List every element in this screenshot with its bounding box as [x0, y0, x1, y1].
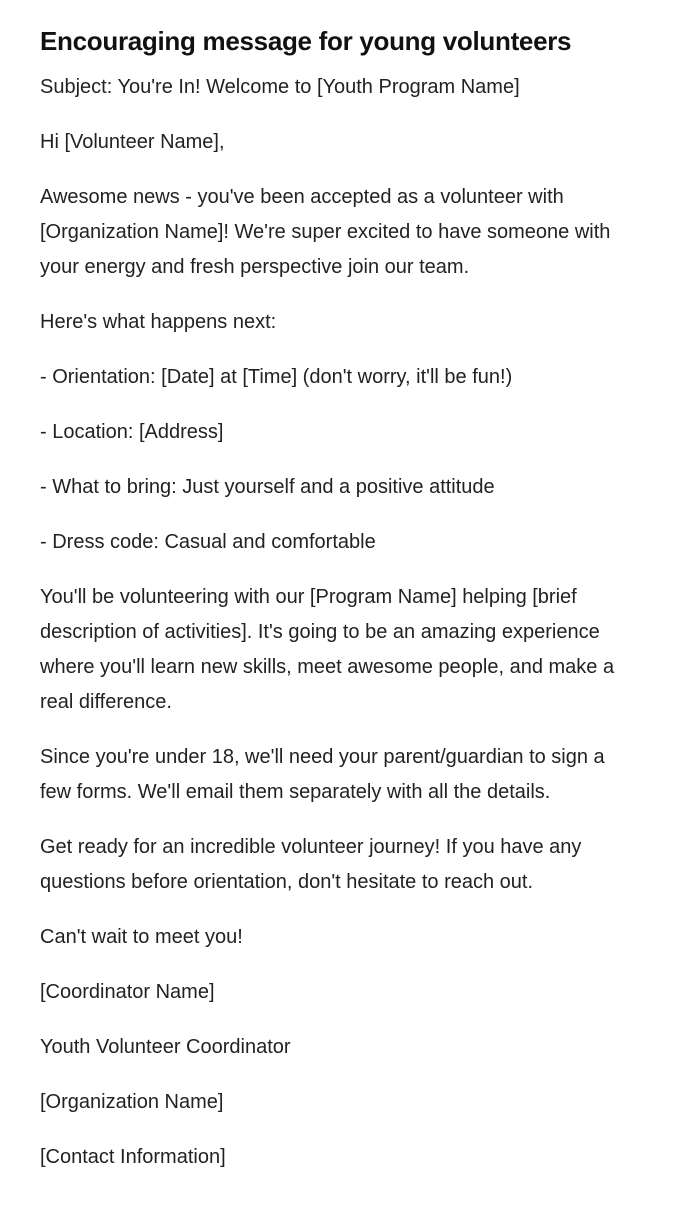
coordinator-role: Youth Volunteer Coordinator [40, 1036, 291, 1058]
program-description-paragraph: You'll be volunteering with our [Program Name] helping [brief description of activities]. It's going to be an amazing experience where you'll learn new skills, meet awesome people, and make a real difference. [40, 586, 615, 713]
organization-name: [Organization Name] [40, 1091, 224, 1113]
location-item: - Location: [Address] [40, 421, 224, 443]
acceptance-paragraph: Awesome news - you've been accepted as a volunteer with [Organization Name]! We're super excited to have someone with your energy and fresh perspective join our team. [40, 186, 611, 278]
sign-off: Can't wait to meet you! [40, 926, 243, 948]
document-title: Encouraging message for young volunteers [40, 26, 572, 56]
contact-information: [Contact Information] [40, 1146, 226, 1168]
dress-code-item: - Dress code: Casual and comfortable [40, 531, 376, 553]
document-page [40, 24, 640, 1175]
subject-line: Subject: You're In! Welcome to [Youth Program Name] [40, 76, 520, 98]
closing-paragraph: Get ready for an incredible volunteer journey! If you have any questions before orientation, don't hesitate to reach out. [40, 836, 582, 893]
what-to-bring-item: - What to bring: Just yourself and a positive attitude [40, 476, 495, 498]
next-steps-intro: Here's what happens next: [40, 311, 277, 333]
greeting: Hi [Volunteer Name], [40, 131, 225, 153]
guardian-forms-paragraph: Since you're under 18, we'll need your parent/guardian to sign a few forms. We'll email them separately with all the details. [40, 746, 605, 803]
orientation-item: - Orientation: [Date] at [Time] (don't worry, it'll be fun!) [40, 366, 513, 388]
coordinator-name: [Coordinator Name] [40, 981, 215, 1003]
